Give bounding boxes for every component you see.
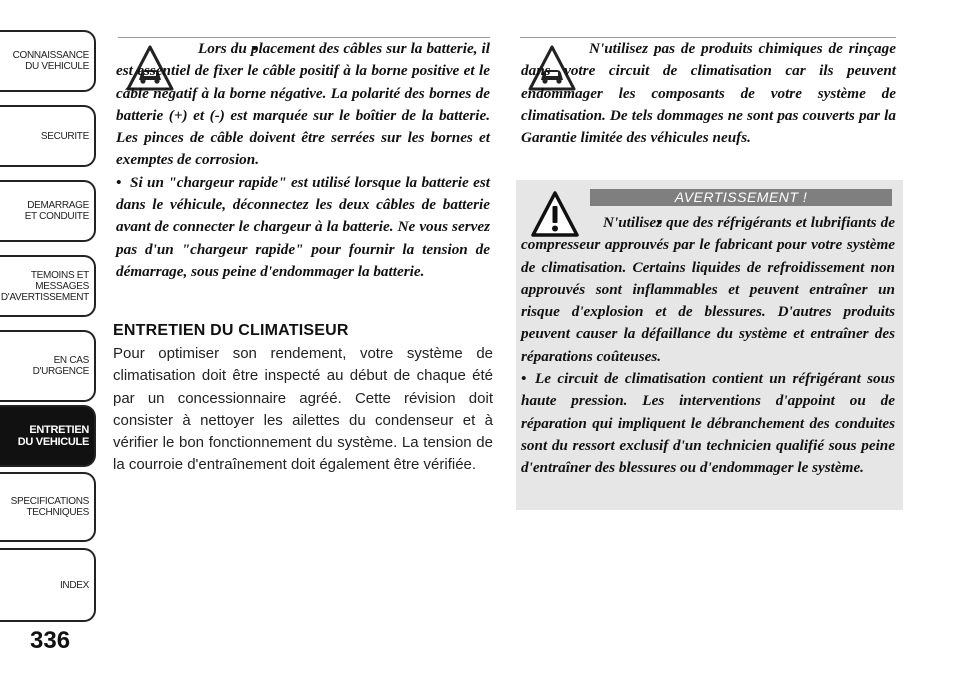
- avertissement-header: AVERTISSEMENT !: [590, 189, 892, 206]
- section-body: Pour optimiser son rendement, votre système de climatisation doit être inspecté au début de chaque été par un concessionnaire agréé. Cette révision doit consister à nettoyer les ailettes du condenseur et à vérifier le bon fonctionnement du système. La tension de la courroie d'entraînement doit également être vérifiée.: [113, 345, 493, 474]
- avertissement-text: [521, 212, 895, 480]
- tab-en-cas-d-urgence[interactable]: EN CAS D'URGENCE: [0, 330, 96, 402]
- chapter-sidebar: [0, 0, 100, 678]
- tab-index[interactable]: INDEX: [0, 548, 96, 622]
- left-warning-bullet-2: • Si un "chargeur rapide" est utilisé lorsque la batterie est dans le véhicule, déconnectez les deux câbles de batterie avant de connecter le chargeur à la batterie. Ne vous servez pas d'un "chargeur rapide" pour fournir la tension de démarrage, sous peine d'endommager la batterie.: [116, 174, 490, 280]
- page-number: 336: [30, 627, 71, 654]
- right-warning-text: N'utilisez pas de produits chimiques de rinçage dans votre circuit de climatisation car ils peuvent endommager les composants de votre système de climatisation. De tels dommages ne sont pas couverts par la Garantie limitée des véhicules neufs.: [521, 40, 896, 147]
- section-title: ENTRETIEN DU CLIMATISEUR: [113, 322, 349, 339]
- avertissement-bullet-2: • Le circuit de climatisation contient un réfrigérant sous haute pression. Les interventions d'appoint ou de réparation qui impliquent le débranchement des conduites sont du ressort exclusif d'un technicien qualifié sous peine d'entraîner des blessures ou d'endommager le système.: [521, 370, 895, 476]
- left-warning-bullet-1: • Lors du placement des câbles sur la batterie, il est essentiel de fixer le câble positif à la borne positive et le câble négatif à la borne négative. La polarité des bornes de batterie (+) et (-) est marquée sur le boîtier de la batterie. Les pinces de câble doivent être serrées sur les bornes et exemptes de corrosion.: [116, 40, 490, 168]
- tab-entretien-du-vehicule[interactable]: ENTRETIEN DU VEHICULE: [0, 405, 96, 467]
- avertissement-bullet-1: • N'utilisez que des réfrigérants et lubrifiants de compresseur approuvés par le fabricant pour votre système de climatisation. Certains liquides de refroidissement non approuvés sont inflammables et peuvent entraîner un risque d'explosion et de blessures. D'autres produits peuvent causer la défaillance du système et entraîner des réparations coûteuses.: [521, 214, 895, 365]
- tab-securite[interactable]: SECURITE: [0, 105, 96, 167]
- tab-temoins-et-messages[interactable]: TEMOINS ET MESSAGES D'AVERTISSEMENT: [0, 255, 96, 317]
- tab-connaissance-du-vehicule[interactable]: CONNAISSANCE DU VEHICULE: [0, 30, 96, 92]
- left-warning-text: [116, 38, 490, 283]
- tab-specifications-techniques[interactable]: SPECIFICATIONS TECHNIQUES: [0, 472, 96, 542]
- tab-demarrage-et-conduite[interactable]: DEMARRAGE ET CONDUITE: [0, 180, 96, 242]
